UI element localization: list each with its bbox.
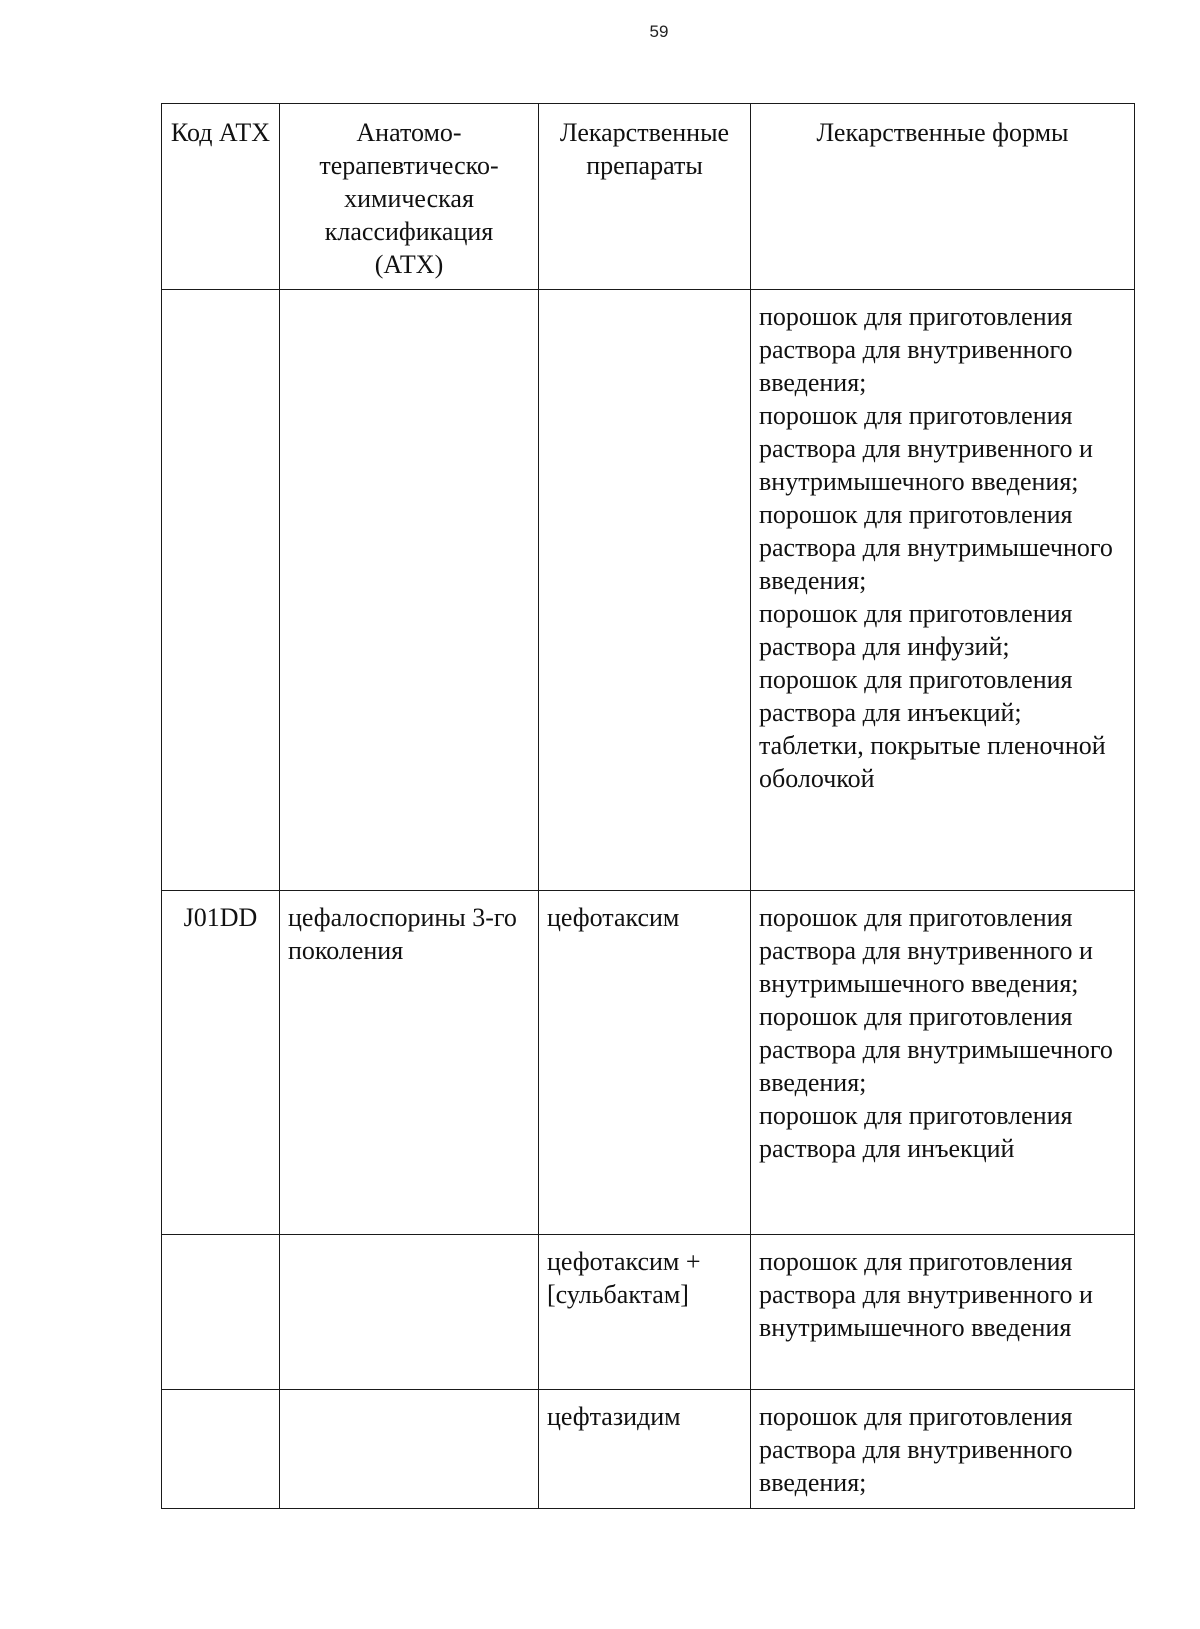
table-row bbox=[162, 1390, 1135, 1509]
cell-forms bbox=[751, 1235, 1135, 1390]
cell-drug bbox=[539, 290, 751, 891]
page-number bbox=[0, 22, 1200, 42]
form-item: порошок для приготовления раствора для внутривенного введения; bbox=[759, 1402, 1073, 1497]
cell-forms bbox=[751, 290, 1135, 891]
cell-classification: цефалоспорины 3-го поколения bbox=[280, 891, 539, 1235]
cell-code bbox=[162, 1390, 280, 1509]
form-item: порошок для приготовления раствора для инъекций; bbox=[759, 665, 1073, 727]
cell-forms bbox=[751, 891, 1135, 1235]
cell-classification bbox=[280, 290, 539, 891]
form-item: порошок для приготовления раствора для внутримышечного введения; bbox=[759, 1002, 1113, 1097]
table-header-row bbox=[162, 104, 1135, 290]
cell-classification bbox=[280, 1235, 539, 1390]
cell-code: J01DD bbox=[162, 891, 280, 1235]
cell-drug: цефотаксим + [сульбактам] bbox=[539, 1235, 751, 1390]
page-number-text: 59 bbox=[649, 22, 669, 41]
cell-code bbox=[162, 1235, 280, 1390]
cell-code bbox=[162, 290, 280, 891]
header-forms: Лекарственные формы bbox=[751, 104, 1135, 290]
form-item: порошок для приготовления раствора для внутривенного и внутримышечного введения; bbox=[759, 401, 1093, 496]
cell-forms bbox=[751, 1390, 1135, 1509]
form-item: порошок для приготовления раствора для внутримышечного введения; bbox=[759, 500, 1113, 595]
cell-drug: цефотаксим bbox=[539, 891, 751, 1235]
table-row bbox=[162, 891, 1135, 1235]
form-item: порошок для приготовления раствора для внутривенного и внутримышечного введения; bbox=[759, 903, 1093, 998]
header-code: Код АТХ bbox=[162, 104, 280, 290]
header-drugs: Лекарственные препараты bbox=[539, 104, 751, 290]
atx-table bbox=[161, 103, 1135, 1509]
cell-drug: цефтазидим bbox=[539, 1390, 751, 1509]
form-item: порошок для приготовления раствора для внутривенного введения; bbox=[759, 302, 1073, 397]
table-row bbox=[162, 290, 1135, 891]
table-row bbox=[162, 1235, 1135, 1390]
form-item: порошок для приготовления раствора для инъекций bbox=[759, 1101, 1073, 1163]
form-item: таблетки, покрытые пленочной оболочкой bbox=[759, 731, 1106, 793]
header-classification: Анатомо-терапевтическо-химическая классификация (АТХ) bbox=[280, 104, 539, 290]
form-item: порошок для приготовления раствора для внутривенного и внутримышечного введения bbox=[759, 1247, 1093, 1342]
form-item: порошок для приготовления раствора для инфузий; bbox=[759, 599, 1073, 661]
cell-classification bbox=[280, 1390, 539, 1509]
